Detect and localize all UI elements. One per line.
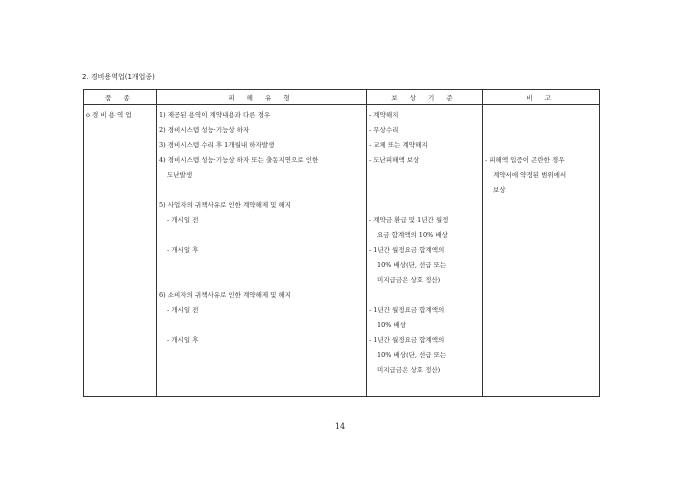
compensation-line	[369, 183, 480, 198]
damage-line	[159, 228, 364, 243]
compensation-line: - 도난피해액 보상	[369, 156, 420, 164]
compensation-line	[369, 168, 480, 183]
header-compensation: 보 상 기 준	[367, 90, 483, 105]
damage-line: 4) 경비시스템 성능·기능상 하자 또는 출동지연으로 인한	[159, 156, 319, 164]
compensation-line: 미지급금은 상호 정산)	[377, 276, 441, 284]
damage-line: - 개시일 후	[167, 336, 199, 344]
damage-line	[159, 348, 364, 363]
damage-line: - 개시일 후	[167, 246, 199, 254]
remarks-line	[485, 108, 597, 123]
damage-line: - 개시일 전	[167, 306, 199, 314]
table-row	[84, 105, 600, 397]
section-heading: 2. 경비용역업(1개업종)	[82, 73, 155, 81]
damage-line	[159, 258, 364, 273]
header-damage-type: 피 해 유 형	[157, 90, 367, 105]
compensation-cell	[367, 105, 483, 397]
compensation-line: 10% 배상	[377, 321, 407, 329]
compensation-line: - 교체 또는 계약해지	[369, 141, 428, 149]
damage-line: 2) 경비시스템 성능·기능상 하자	[159, 126, 250, 134]
damage-line: 5) 사업자의 귀책사유로 인한 계약해제 및 해지	[159, 201, 292, 209]
damage-line: 도난발생	[167, 171, 193, 179]
header-category: 품 종	[84, 90, 157, 105]
compensation-table	[83, 89, 600, 397]
compensation-line: - 무상수리	[369, 126, 399, 134]
category-label: o 경 비 용 역 업	[86, 111, 132, 119]
compensation-line	[369, 198, 480, 213]
table-header-row	[84, 90, 600, 105]
compensation-line: 요금 합계액의 10% 배상	[377, 231, 448, 239]
remarks-cell	[483, 105, 600, 397]
header-remarks: 비 고	[483, 90, 600, 105]
compensation-line	[369, 288, 480, 303]
damage-cell	[157, 105, 367, 397]
damage-line	[159, 183, 364, 198]
compensation-line: 미지급금은 상호 정산)	[377, 366, 441, 374]
compensation-line: - 1년간 월정요금 합계액의	[369, 306, 445, 314]
remarks-line	[485, 138, 597, 153]
compensation-line: 10% 배상(단, 선급 또는	[377, 261, 447, 269]
compensation-line: - 계약해지	[369, 111, 399, 119]
compensation-line: 10% 배상(단, 선급 또는	[377, 351, 447, 359]
remarks-line: - 피해액 입증이 곤란한 경우	[485, 156, 565, 164]
damage-line: - 개시일 전	[167, 216, 199, 224]
damage-line	[159, 363, 364, 378]
page-number: 14	[334, 422, 346, 431]
damage-line: 1) 제공된 용역이 계약내용과 다른 경우	[159, 111, 271, 119]
category-cell	[84, 105, 157, 397]
compensation-line: - 계약금 환급 및 1년간 월정	[369, 216, 449, 224]
damage-line: 3) 경비시스템 수리 후 1개월내 하자발생	[159, 141, 275, 149]
compensation-line: - 1년간 월정요금 합계액의	[369, 336, 445, 344]
remarks-line: 계약서에 약정된 범위에서	[493, 171, 567, 179]
compensation-line: - 1년간 월정요금 합계액의	[369, 246, 445, 254]
damage-line: 6) 소비자의 귀책사유로 인한 계약해제 및 해지	[159, 291, 292, 299]
remarks-line	[485, 123, 597, 138]
remarks-line: 보상	[493, 186, 506, 194]
damage-line	[159, 318, 364, 333]
damage-line	[159, 273, 364, 288]
